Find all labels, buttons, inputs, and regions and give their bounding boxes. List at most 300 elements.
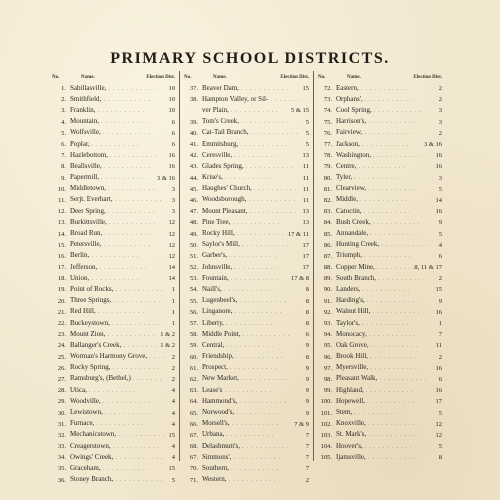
district-number: 85.	[323, 230, 332, 238]
district-row	[52, 374, 179, 385]
district-number: 76.	[323, 129, 332, 137]
district-row	[318, 105, 446, 116]
election-district: 3 & 16	[423, 141, 442, 149]
district-name: Linganore, . .	[202, 306, 299, 318]
district-name: Union, . .	[70, 273, 165, 285]
district-row	[318, 128, 446, 139]
district-number: 6.	[61, 141, 66, 149]
header-name: Name.	[81, 74, 95, 80]
election-district: 16	[435, 163, 442, 171]
district-number: 32.	[57, 431, 66, 439]
district-name: Haughes' Church, . .	[202, 183, 299, 195]
district-row	[52, 228, 179, 239]
district-number: 43.	[189, 163, 198, 171]
district-row	[184, 228, 313, 239]
district-name: Broad Run, . .	[70, 228, 165, 240]
district-row	[52, 284, 179, 295]
district-row	[52, 206, 179, 217]
district-name: Hazlebottom, . .	[70, 150, 165, 162]
district-number: 84.	[323, 219, 332, 227]
district-row	[184, 94, 313, 105]
district-number: 54.	[189, 286, 198, 294]
column-3	[314, 71, 446, 461]
district-name: Stem, . .	[336, 407, 432, 419]
district-name: Pine Tree, . .	[202, 217, 299, 229]
district-number: 52.	[189, 264, 198, 272]
election-district: 16	[435, 387, 442, 395]
district-number: 100.	[320, 398, 332, 406]
district-name: Middle, . .	[336, 194, 432, 206]
election-district: 13	[302, 208, 309, 216]
election-district: 4	[171, 409, 175, 417]
district-number: 37.	[189, 85, 198, 93]
district-name: Oak Grove, . .	[336, 340, 432, 352]
header-name: Name.	[213, 74, 227, 80]
district-name: Brook Hill, . .	[336, 351, 432, 363]
district-name: Jackson, . .	[336, 139, 424, 151]
district-number: 97.	[323, 364, 332, 372]
district-number: 60.	[189, 353, 198, 361]
election-district: 10	[168, 85, 175, 93]
election-district: 9	[305, 409, 309, 417]
election-district: 2	[438, 85, 442, 93]
election-district: 12	[168, 241, 175, 249]
district-row	[318, 184, 446, 195]
district-row	[318, 441, 446, 452]
district-number: 11.	[58, 196, 66, 204]
election-district: 15	[302, 85, 309, 93]
district-name: Landers, . .	[336, 284, 432, 296]
header-dist: Election Dist.	[280, 74, 309, 80]
election-district: 7	[305, 431, 309, 439]
election-district: 8	[305, 320, 309, 328]
district-number: 67.	[189, 431, 198, 439]
district-row	[318, 206, 446, 217]
district-row	[184, 139, 313, 150]
district-row	[52, 195, 179, 206]
district-row	[52, 150, 179, 161]
district-name: Highland, . .	[336, 385, 432, 397]
election-district: 11	[435, 342, 442, 350]
district-row	[52, 475, 179, 486]
column-header	[318, 71, 446, 83]
district-row	[318, 161, 446, 172]
district-name: Annandale, . .	[336, 228, 432, 240]
election-district: 11	[302, 163, 309, 171]
district-name: Mount Pleasant, . .	[202, 206, 299, 218]
district-row	[52, 94, 179, 105]
district-number: 41.	[189, 141, 198, 149]
district-number: 102.	[320, 420, 332, 428]
district-row	[52, 363, 179, 374]
election-district: 7	[438, 331, 442, 339]
district-row	[318, 419, 446, 430]
district-row	[52, 217, 179, 228]
election-district: 1	[171, 320, 175, 328]
district-row	[184, 83, 313, 94]
election-district: 5	[438, 409, 442, 417]
election-district: 3	[438, 118, 442, 126]
district-row	[52, 352, 179, 363]
election-district: 5	[305, 141, 309, 149]
election-district: 2	[438, 129, 442, 137]
district-number: 72.	[323, 85, 332, 93]
district-row	[318, 374, 446, 385]
election-district: 15	[168, 431, 175, 439]
district-name: Tom's Creek, . .	[202, 116, 299, 128]
election-district: 1 & 2	[160, 331, 175, 339]
district-row	[184, 352, 313, 363]
election-district: 5	[305, 118, 309, 126]
election-district: 7	[305, 465, 309, 473]
district-row	[52, 407, 179, 418]
district-name: Jefferson, . .	[70, 262, 165, 274]
district-name: Three Springs, . .	[70, 295, 165, 307]
district-row	[52, 105, 179, 116]
district-name: Rocky Spring, . .	[70, 362, 165, 374]
election-district: 8	[305, 297, 309, 305]
election-district: 7	[305, 454, 309, 462]
district-number: 64.	[189, 398, 198, 406]
election-district: 17	[302, 252, 309, 260]
election-district: 9	[305, 387, 309, 395]
district-name: Centre, . .	[336, 161, 432, 173]
election-district: 16	[435, 308, 442, 316]
district-number: 103.	[320, 431, 332, 439]
header-no: No.	[52, 74, 60, 80]
district-row	[318, 396, 446, 407]
district-name: Burkittsville, . .	[70, 217, 165, 229]
district-number: 89.	[323, 275, 332, 283]
district-name: Hoover's, . .	[336, 441, 432, 453]
district-name: Liberty, . .	[202, 318, 299, 330]
district-row	[184, 452, 313, 463]
district-number: 66.	[189, 420, 198, 428]
election-district: 9	[305, 375, 309, 383]
district-row	[184, 173, 313, 184]
district-name: Ijamsville, . .	[336, 452, 432, 464]
election-district: 17 & 11	[287, 230, 309, 238]
election-district: 4	[171, 454, 175, 462]
election-district: 2	[171, 364, 175, 372]
district-name: Berlin, . .	[70, 250, 165, 262]
district-row	[184, 128, 313, 139]
district-row	[52, 184, 179, 195]
district-row	[318, 139, 446, 150]
district-row	[184, 340, 313, 351]
district-name: Prospect, . .	[202, 362, 299, 374]
election-district: 5	[438, 230, 442, 238]
election-district: 4	[438, 241, 442, 249]
election-district: 2	[438, 96, 442, 104]
district-row	[52, 139, 179, 150]
district-number: 83.	[323, 208, 332, 216]
election-district: 17	[435, 398, 442, 406]
district-row	[318, 430, 446, 441]
district-number: 14.	[57, 230, 66, 238]
column-1	[52, 71, 180, 484]
election-district: 9	[305, 364, 309, 372]
district-number: 90.	[323, 286, 332, 294]
election-district: 15	[435, 286, 442, 294]
district-row	[318, 83, 446, 94]
district-number: 33.	[57, 443, 66, 451]
header-no: No.	[318, 74, 326, 80]
district-number: 74.	[323, 107, 332, 115]
district-row	[52, 83, 179, 94]
district-name: Tyler, . .	[336, 172, 432, 184]
district-number: 70.	[189, 465, 198, 473]
district-number: 29.	[57, 398, 66, 406]
district-name: Middletown, . .	[70, 183, 165, 195]
district-name: Hammond's, . .	[202, 396, 299, 408]
election-district: 6	[438, 375, 442, 383]
election-district: 17	[302, 241, 309, 249]
election-district: 11	[302, 185, 309, 193]
district-number: 28.	[57, 387, 66, 395]
district-number: 31.	[57, 420, 66, 428]
district-row	[318, 217, 446, 228]
election-district: 14	[168, 264, 175, 272]
election-district: 11	[302, 196, 309, 204]
district-number: 61.	[189, 364, 198, 372]
district-number: 56.	[189, 308, 198, 316]
district-name: Harding's, . .	[336, 295, 432, 307]
district-name: South Branch, . .	[336, 273, 432, 285]
district-number: 4.	[61, 118, 66, 126]
district-name: Woodville, . .	[70, 396, 165, 408]
district-name: Urbana, . .	[202, 429, 299, 441]
district-number: 105.	[320, 454, 332, 462]
election-district: 2	[438, 275, 442, 283]
district-row	[184, 430, 313, 441]
district-row	[318, 318, 446, 329]
district-number: 57.	[189, 320, 198, 328]
district-number: 40.	[189, 129, 198, 137]
district-name: Point of Rocks, . .	[70, 284, 165, 296]
election-district: 12	[168, 252, 175, 260]
district-name: Woodsborough, . .	[202, 194, 299, 206]
district-row	[318, 307, 446, 318]
district-name: Utica, . .	[70, 385, 165, 397]
district-name: Western, . .	[202, 474, 299, 486]
district-row	[318, 329, 446, 340]
rows	[318, 83, 446, 463]
district-row	[184, 273, 313, 284]
district-name: Taylor's, . .	[336, 318, 432, 330]
district-number: 82.	[323, 196, 332, 204]
district-number: 23.	[57, 331, 66, 339]
district-number: 62.	[189, 375, 198, 383]
district-number: 71.	[189, 476, 198, 484]
district-name: Central, . .	[202, 340, 299, 352]
district-number: 98.	[323, 375, 332, 383]
district-row	[52, 430, 179, 441]
district-name: Hampton Valley, or Sil- . .	[202, 94, 299, 106]
district-number: 58.	[189, 331, 198, 339]
district-name: Petersville, . .	[70, 239, 165, 251]
district-number: 91.	[323, 297, 332, 305]
header-name: Name.	[347, 74, 361, 80]
district-number: 104.	[320, 443, 332, 451]
district-name: Pleasant Walk, . .	[336, 373, 432, 385]
election-district: 6	[171, 141, 175, 149]
district-number: 7.	[61, 152, 66, 160]
district-name: Stoney Branch, . .	[70, 474, 165, 486]
election-district: 6	[171, 118, 175, 126]
district-row	[52, 307, 179, 318]
election-district: 9	[438, 219, 442, 227]
district-name: Lugenbeel's, . .	[202, 295, 299, 307]
district-number: 87.	[323, 252, 332, 260]
election-district: 2	[171, 353, 175, 361]
district-row	[52, 173, 179, 184]
election-district: 9	[305, 398, 309, 406]
district-name: ver Plain, . .	[202, 105, 291, 117]
district-name: Harrison's, . .	[336, 116, 432, 128]
district-row	[318, 352, 446, 363]
district-name: Worman's Harmony Grove, . .	[70, 351, 165, 363]
district-row	[318, 452, 446, 463]
election-district: 16	[168, 152, 175, 160]
election-district: 3 & 16	[156, 174, 175, 182]
district-number: 67.	[189, 454, 198, 462]
district-row	[52, 385, 179, 396]
district-name: Knoxville, . .	[336, 418, 432, 430]
election-district: 5	[171, 476, 175, 484]
district-number: 8.	[61, 163, 66, 171]
election-district: 9	[438, 297, 442, 305]
district-number: 10.	[57, 185, 66, 193]
districts-table	[52, 71, 446, 484]
district-number: 21.	[57, 308, 66, 316]
district-name: Fairview, . .	[336, 127, 432, 139]
election-district: 3	[171, 185, 175, 193]
district-row	[184, 217, 313, 228]
district-number: 93.	[323, 320, 332, 328]
district-name: Delashmutt's, . .	[202, 441, 299, 453]
district-number: 81.	[323, 185, 332, 193]
district-row	[52, 329, 179, 340]
district-name: Saylor's Mill, . .	[202, 239, 299, 251]
district-name: Creagerstown, . .	[70, 441, 165, 453]
district-name: Owings' Creek, . .	[70, 452, 165, 464]
district-number: 34.	[57, 454, 66, 462]
district-row	[184, 441, 313, 452]
rows	[52, 83, 179, 486]
district-name: Morsell's, . .	[202, 418, 294, 430]
election-district: 14	[435, 196, 442, 204]
district-number: 88.	[323, 264, 332, 272]
district-number: 26.	[57, 364, 66, 372]
district-row	[184, 206, 313, 217]
district-name: Monocacy, . .	[336, 329, 432, 341]
district-name: Washington, . .	[336, 150, 432, 162]
district-name: St. Mark's, . .	[336, 429, 432, 441]
district-number: 63.	[189, 387, 198, 395]
election-district: 4	[171, 443, 175, 451]
district-name: Orphans', . .	[336, 94, 432, 106]
district-row	[52, 419, 179, 430]
election-district: 1	[171, 286, 175, 294]
election-district: 9	[305, 342, 309, 350]
district-number: 55.	[189, 297, 198, 305]
district-name: New Market, . .	[202, 373, 299, 385]
election-district: 3	[438, 107, 442, 115]
district-name: Ramsburg's, (Bethel,) . .	[70, 373, 165, 385]
district-row	[184, 105, 313, 116]
district-number: 48.	[189, 219, 198, 227]
district-row	[318, 240, 446, 251]
election-district: 7 & 9	[294, 420, 309, 428]
district-row	[318, 273, 446, 284]
district-number: 24.	[57, 342, 66, 350]
district-number: 15.	[57, 241, 66, 249]
district-row	[318, 195, 446, 206]
district-row	[52, 441, 179, 452]
header-dist: Election Dist.	[413, 74, 442, 80]
election-district: 12	[168, 219, 175, 227]
election-district: 16	[435, 152, 442, 160]
district-row	[184, 117, 313, 128]
district-number: 59.	[189, 342, 198, 350]
election-district: 12	[435, 420, 442, 428]
district-number: 18.	[57, 275, 66, 283]
election-district: 8	[305, 308, 309, 316]
election-district: 15	[168, 465, 175, 473]
district-number: 45.	[189, 185, 198, 193]
district-name: Ceresville, . .	[202, 150, 299, 162]
district-row	[184, 396, 313, 407]
election-district: 6	[305, 331, 309, 339]
district-row	[318, 173, 446, 184]
district-row	[52, 396, 179, 407]
election-district: 5 & 15	[290, 107, 309, 115]
district-name: Smithfield, . .	[70, 94, 165, 106]
district-number: 50.	[189, 241, 198, 249]
district-row	[318, 94, 446, 105]
district-name: Fountain, . .	[202, 273, 291, 285]
district-row	[52, 273, 179, 284]
election-district: 10	[168, 107, 175, 115]
election-district: 6	[438, 252, 442, 260]
district-number: 75.	[323, 118, 332, 126]
district-name: Emmitsburg, . .	[202, 139, 299, 151]
district-name: Beallsville, . .	[70, 161, 165, 173]
district-number: 49.	[189, 230, 198, 238]
election-district: 5	[438, 185, 442, 193]
column-header	[52, 71, 179, 83]
district-row	[52, 318, 179, 329]
election-district: 1 & 2	[160, 342, 175, 350]
district-number: 42.	[189, 152, 198, 160]
district-number: 65.	[189, 409, 198, 417]
district-number: 51.	[189, 252, 198, 260]
district-row	[184, 195, 313, 206]
district-number: 99.	[323, 387, 332, 395]
district-number: 86.	[323, 241, 332, 249]
district-name: Ballanger's Creek, . .	[70, 340, 160, 352]
district-name: Lewistown, . .	[70, 407, 165, 419]
election-district: 3	[438, 174, 442, 182]
election-district: 17	[302, 264, 309, 272]
district-number: 36.	[57, 476, 66, 484]
election-district: 14	[168, 275, 175, 283]
district-name: Glades Spring, . .	[202, 161, 299, 173]
district-row	[184, 363, 313, 374]
district-row	[184, 184, 313, 195]
district-number: 27.	[57, 375, 66, 383]
